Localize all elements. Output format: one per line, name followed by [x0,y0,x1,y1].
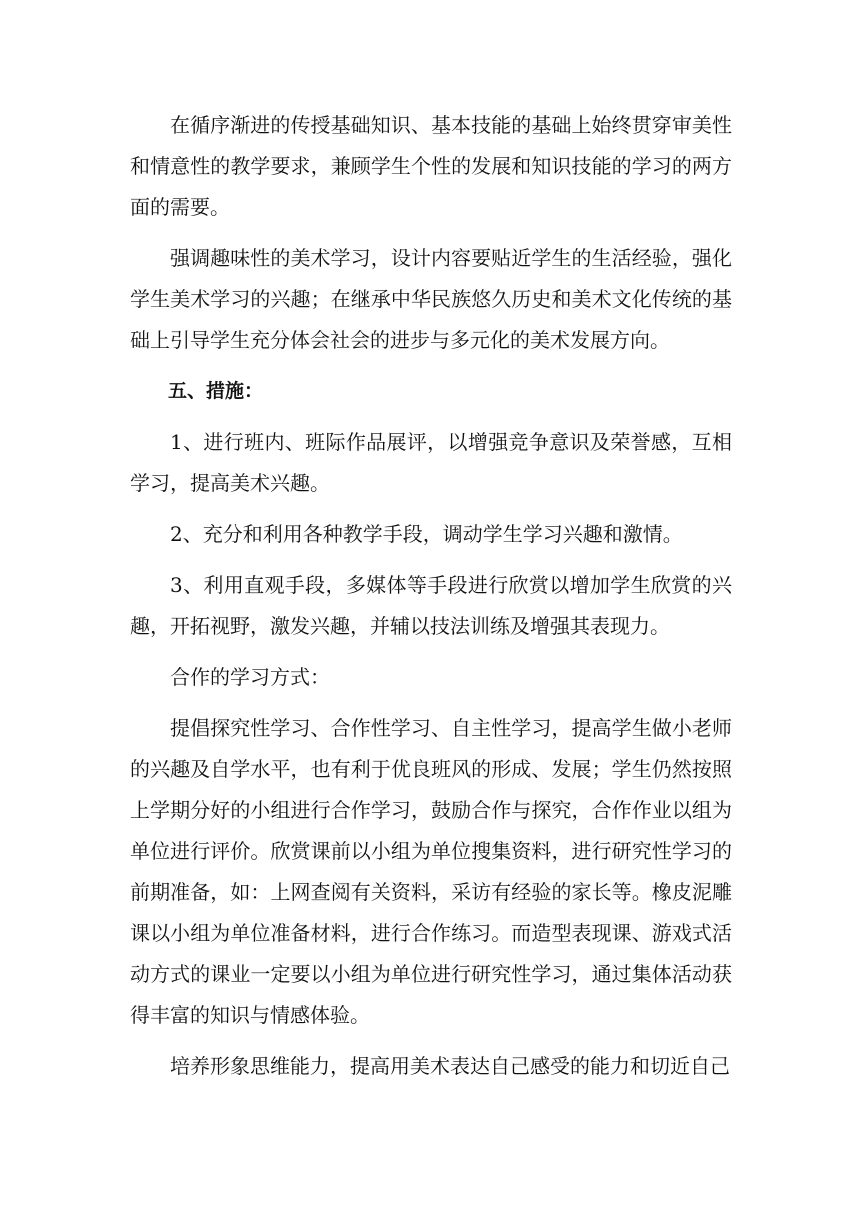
paragraph-interest-learning: 强调趣味性的美术学习，设计内容要贴近学生的生活经验，强化学生美术学习的兴趣；在继承中华民族悠久历史和美术文化传统的基础上引导学生充分体会社会的进步与多元化的美术发展方向。 [130,246,732,352]
paragraph-teaching-requirements: 在循序渐进的传授基础知识、基本技能的基础上始终贯穿审美性和情意性的教学要求，兼顾学生个性的发展和知识技能的学习的两方面的需要。 [130,113,732,219]
document-body [130,105,732,1097]
paragraph-measure-2: 2、充分和利用各种教学手段，调动学生学习兴趣和激情。 [170,522,683,546]
paragraph-cooperative-learning: 提倡探究性学习、合作性学习、自主性学习，提高学生做小老师的兴趣及自学水平，也有利于优良班风的形成、发展；学生仍然按照上学期分好的小组进行合作学习，鼓励合作与探究，合作作业以组为单位进行评价。欣赏课前以小组为单位搜集资料，进行研究性学习的前期准备，如：上网查阅有关资料，采访有经验的家长等。橡皮泥雕课以小组为单位准备材料，进行合作练习。而造型表现课、游戏式活动方式的课业一定要以小组为单位进行研究性学习，通过集体活动获得丰富的知识与情感体验。 [130,716,732,1027]
paragraph-thinking-ability: 培养形象思维能力，提高用美术表达自己感受的能力和切近自己 [170,1054,730,1078]
section-heading-measures: 五、措施： [168,380,264,402]
paragraph-measure-1: 1、进行班内、班际作品展评，以增强竞争意识及荣誉感，互相学习，提高美术兴趣。 [130,430,732,495]
paragraph-measure-3: 3、利用直观手段，多媒体等手段进行欣赏以增加学生欣赏的兴趣，开拓视野，激发兴趣，并辅以技法训练及增强其表现力。 [130,573,732,638]
paragraph-cooperative-learning-title: 合作的学习方式： [170,665,330,689]
